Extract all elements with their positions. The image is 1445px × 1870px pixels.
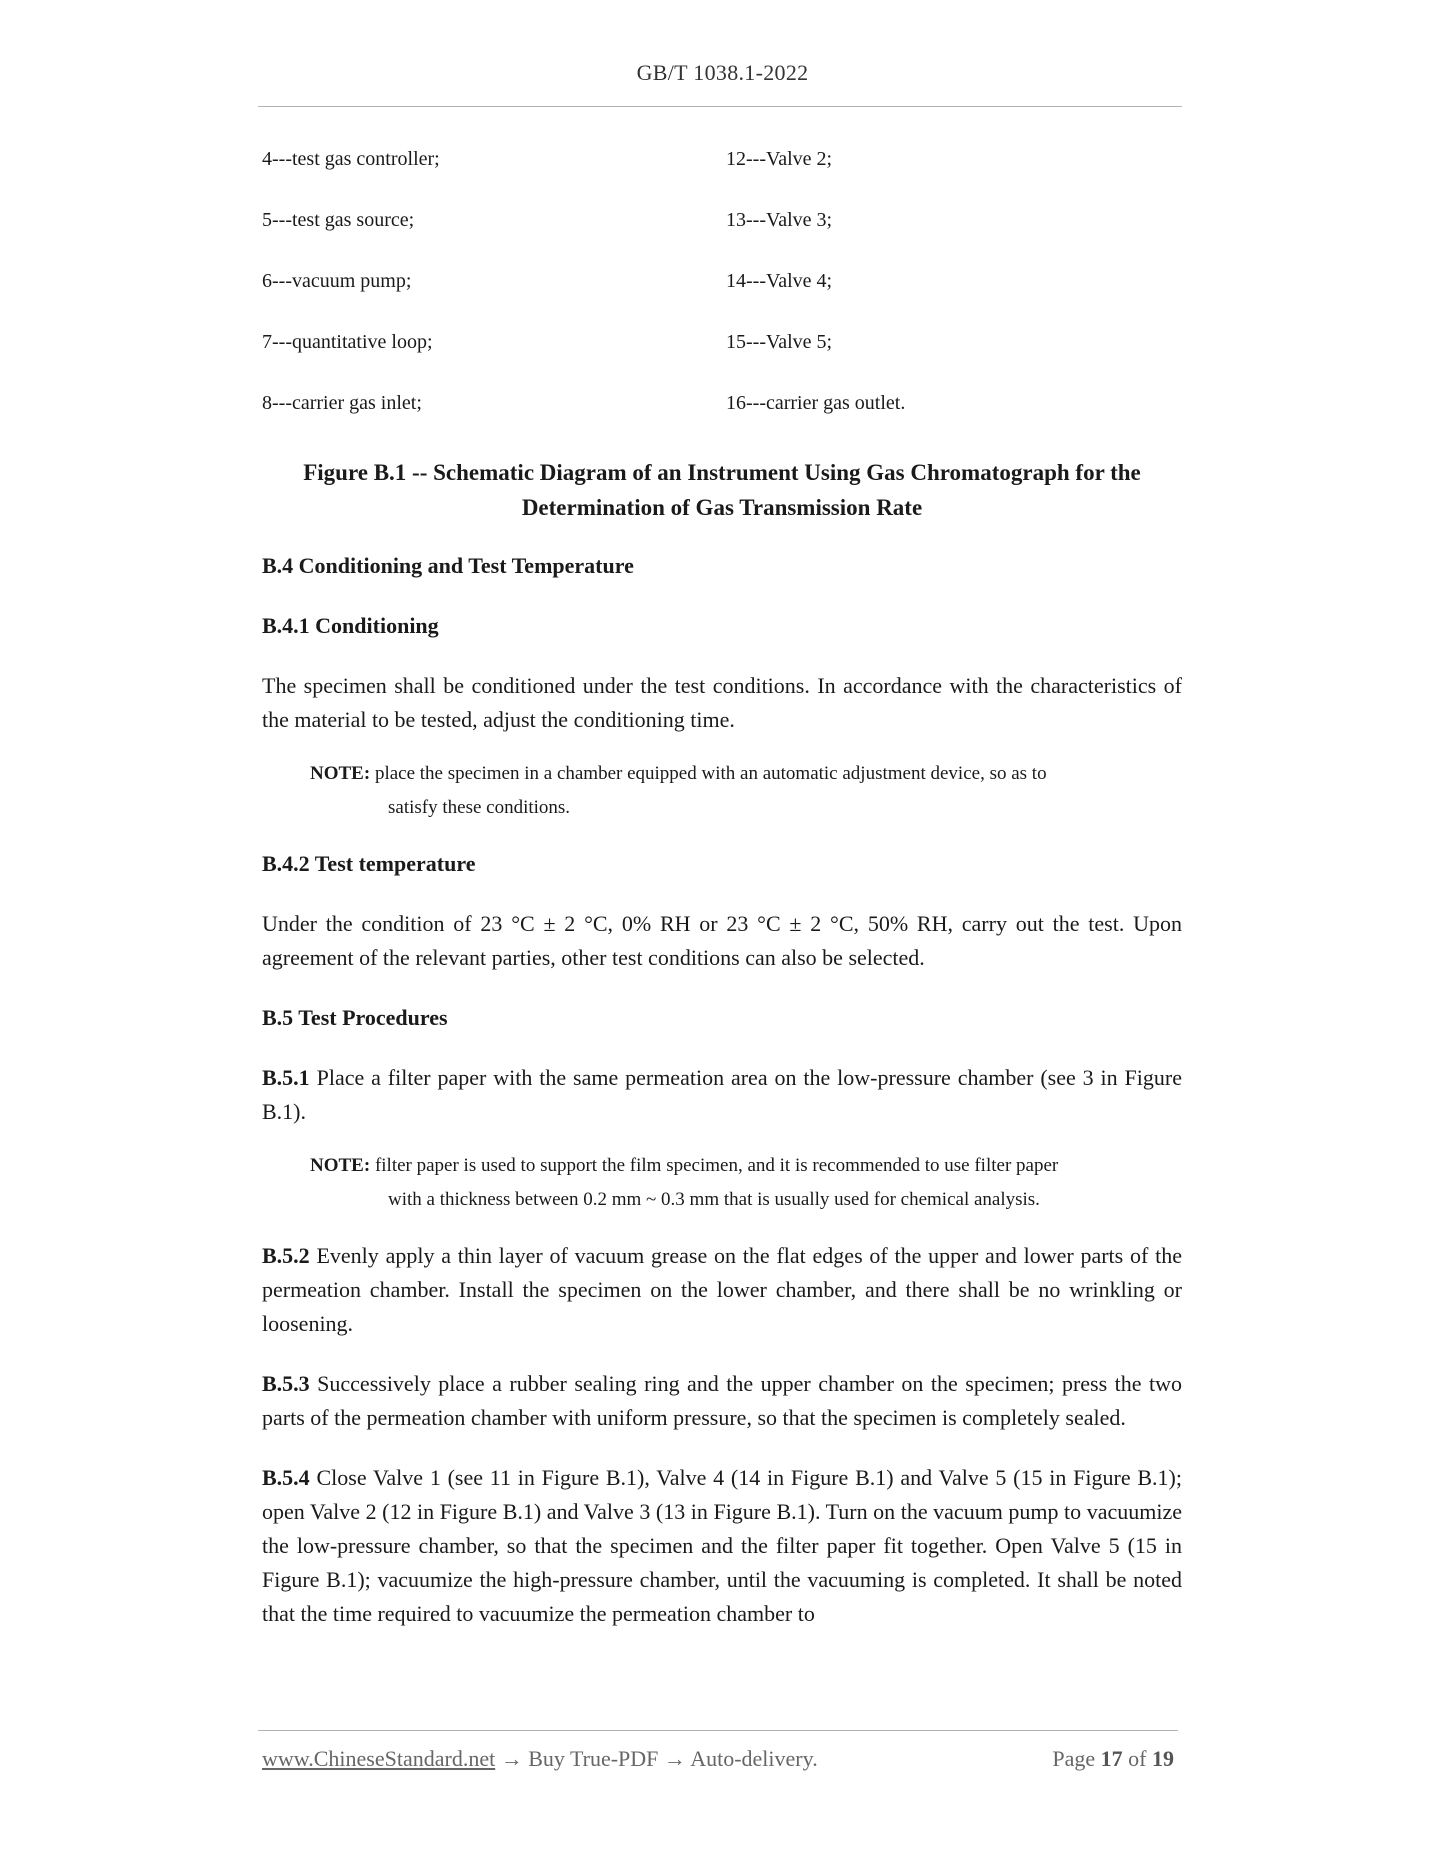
clause-text: Evenly apply a thin layer of vacuum grease on the flat edges of the upper and lower parts of the permeation chamber. Install the specimen on the lower chamber, and there shall be no wrinkling or loosening. bbox=[262, 1243, 1182, 1336]
document-body bbox=[262, 455, 1182, 1657]
section-heading-b41: B.4.1 Conditioning bbox=[262, 613, 439, 638]
legend-item: 7---quantitative loop; bbox=[262, 331, 433, 353]
note-b41 bbox=[262, 757, 1182, 825]
legend-item: 8---carrier gas inlet; bbox=[262, 392, 422, 414]
note-text: filter paper is used to support the film specimen, and it is recommended to use filter paper bbox=[374, 1155, 1059, 1176]
note-label: NOTE: bbox=[310, 763, 371, 784]
legend-row bbox=[262, 209, 1182, 270]
clause-text: Successively place a rubber sealing ring and the upper chamber on the specimen; press the two parts of the permeation chamber with uniform pressure, so that the specimen is completely sealed. bbox=[262, 1371, 1183, 1430]
current-page: 17 bbox=[1100, 1746, 1123, 1771]
arrow-right-icon: → bbox=[663, 1746, 686, 1771]
note-text: with a thickness between 0.2 mm ~ 0.3 mm that is usually used for chemical analysis. bbox=[388, 1189, 1040, 1210]
figure-caption bbox=[262, 455, 1182, 525]
figure-caption-line: Determination of Gas Transmission Rate bbox=[521, 495, 923, 520]
clause-number: B.5.1 bbox=[262, 1065, 310, 1090]
legend-item: 14---Valve 4; bbox=[726, 270, 833, 292]
buy-pdf-text: Buy True-PDF bbox=[528, 1746, 659, 1771]
legend-row bbox=[262, 270, 1182, 331]
paragraph-b41: The specimen shall be conditioned under the test conditions. In accordance with the characteristics of the material to be tested, adjust the conditioning time. bbox=[262, 673, 1182, 732]
page-label: Page bbox=[1052, 1746, 1096, 1771]
header-divider bbox=[258, 106, 1182, 107]
legend-item: 5---test gas source; bbox=[262, 209, 415, 231]
figure-legend bbox=[262, 148, 1182, 453]
note-b51 bbox=[262, 1149, 1182, 1217]
legend-item: 12---Valve 2; bbox=[726, 148, 833, 170]
total-pages: 19 bbox=[1152, 1746, 1174, 1771]
section-heading-b42: B.4.2 Test temperature bbox=[262, 851, 476, 876]
paragraph-b53 bbox=[262, 1367, 1182, 1435]
page-footer bbox=[262, 1746, 1174, 1772]
arrow-right-icon: → bbox=[500, 1746, 523, 1771]
figure-caption-line: Figure B.1 -- Schematic Diagram of an Instrument Using Gas Chromatograph for the bbox=[303, 460, 1141, 485]
section-heading-b5: B.5 Test Procedures bbox=[262, 1005, 448, 1030]
clause-text: Close Valve 1 (see 11 in Figure B.1), Valve 4 (14 in Figure B.1) and Valve 5 (15 in Figure B.1); open Valve 2 (12 in Figure B.1) and Valve 3 (13 in Figure B.1). Turn on the vacuum pump to vacuumize the low-pressure chamber, so that the specimen and the filter paper fit together. Open Valve 5 (15 in Figure B.1); vacuumize the high-pressure chamber, until the vacuuming is completed. It shall be noted that the time required to vacuumize the permeation chamber to bbox=[262, 1465, 1182, 1626]
legend-item: 15---Valve 5; bbox=[726, 331, 833, 353]
section-heading-b4: B.4 Conditioning and Test Temperature bbox=[262, 553, 634, 578]
paragraph-b42: Under the condition of 23 °C ± 2 °C, 0% RH or 23 °C ± 2 °C, 50% RH, carry out the test. Upon agreement of the relevant parties, other test conditions can also be selected. bbox=[262, 911, 1182, 970]
clause-number: B.5.2 bbox=[262, 1243, 310, 1268]
paragraph-b52 bbox=[262, 1239, 1182, 1341]
clause-text: Place a filter paper with the same permeation area on the low-pressure chamber (see 3 in Figure B.1). bbox=[262, 1065, 1182, 1124]
of-label: of bbox=[1128, 1746, 1147, 1771]
note-label: NOTE: bbox=[310, 1155, 371, 1176]
legend-row bbox=[262, 331, 1182, 392]
legend-item: 4---test gas controller; bbox=[262, 148, 440, 170]
legend-item: 13---Valve 3; bbox=[726, 209, 833, 231]
auto-delivery-text: Auto-delivery. bbox=[690, 1746, 818, 1771]
footer-divider bbox=[258, 1730, 1178, 1731]
paragraph-b51 bbox=[262, 1061, 1182, 1129]
clause-number: B.5.3 bbox=[262, 1371, 310, 1396]
legend-row bbox=[262, 148, 1182, 209]
website-link[interactable]: www.ChineseStandard.net bbox=[262, 1746, 496, 1771]
note-text: place the specimen in a chamber equipped with an automatic adjustment device, so as to bbox=[374, 763, 1047, 784]
page-number bbox=[1052, 1746, 1174, 1772]
document-header-title: GB/T 1038.1-2022 bbox=[636, 60, 809, 85]
legend-item: 16---carrier gas outlet. bbox=[726, 392, 906, 414]
paragraph-b54 bbox=[262, 1461, 1182, 1631]
legend-item: 6---vacuum pump; bbox=[262, 270, 412, 292]
legend-row bbox=[262, 392, 1182, 453]
clause-number: B.5.4 bbox=[262, 1465, 310, 1490]
note-text: satisfy these conditions. bbox=[388, 797, 571, 818]
